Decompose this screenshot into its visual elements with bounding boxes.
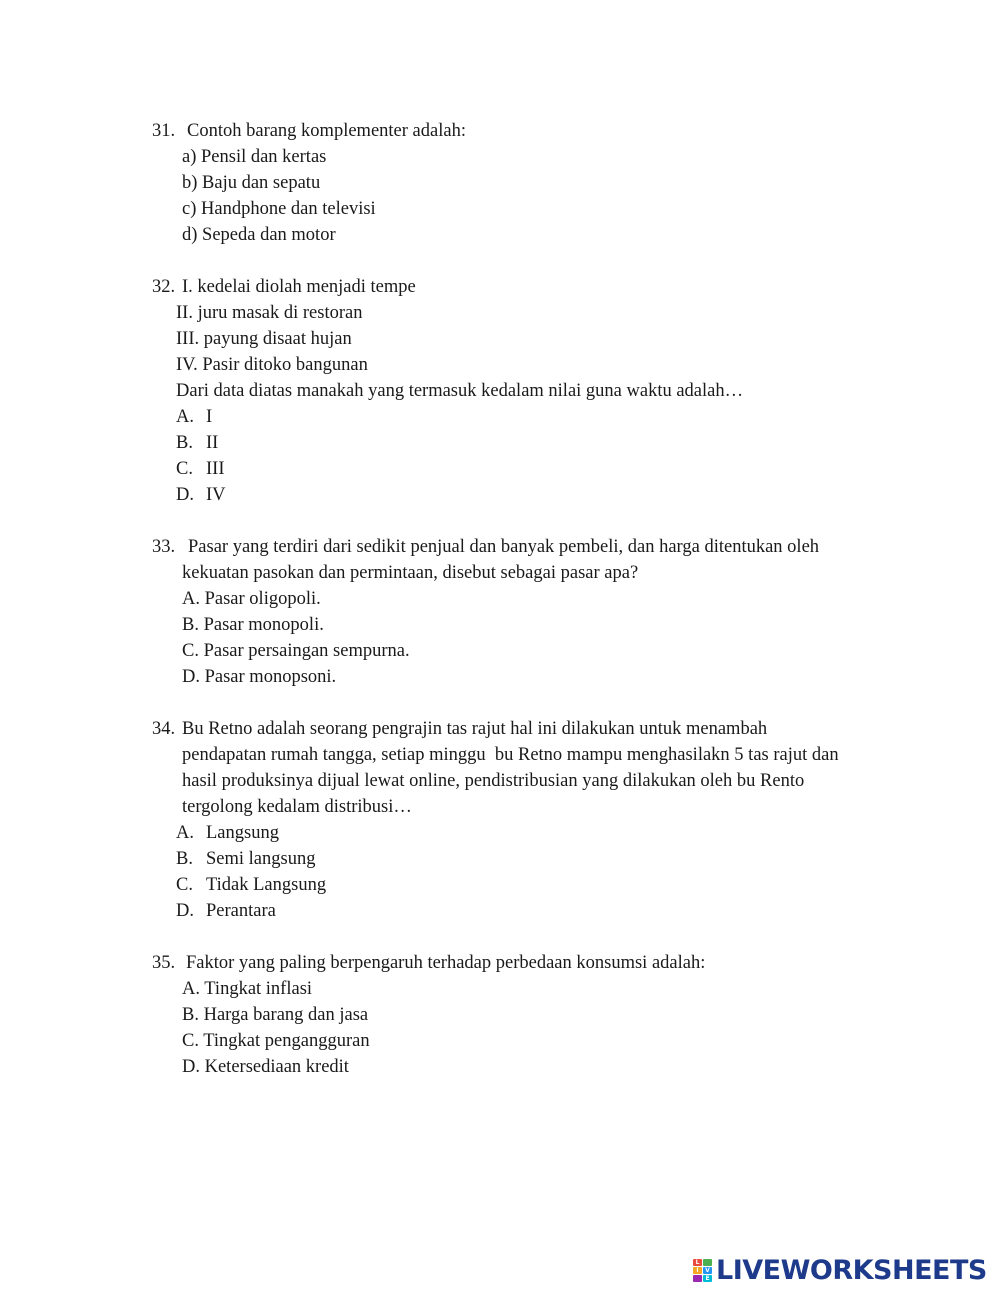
question-31-number: 31. (152, 121, 176, 141)
logo-badge-block (693, 1275, 702, 1282)
question-34-option-b[interactable]: Semi langsung (206, 849, 316, 869)
question-34-number: 34. (152, 719, 176, 739)
question-34-option-c-letter: C. (176, 875, 193, 895)
question-33-option-c[interactable]: C. Pasar persaingan sempurna. (182, 641, 410, 661)
question-31-option-b[interactable]: b) Baju dan sepatu (182, 173, 321, 193)
question-35-option-b[interactable]: B. Harga barang dan jasa (182, 1005, 369, 1025)
question-32-option-d[interactable]: IV (206, 485, 226, 505)
question-35-option-d[interactable]: D. Ketersediaan kredit (182, 1057, 349, 1077)
logo-badge-letter: L (693, 1259, 702, 1266)
question-34-stem-line: hasil produksinya dijual lewat online, pendistribusian yang dilakukan oleh bu Rento (182, 771, 805, 791)
question-34-option-d-letter: D. (176, 901, 194, 921)
question-32-option-c[interactable]: III (206, 459, 225, 479)
logo-badge-letter: E (703, 1275, 712, 1282)
question-32-option-d-letter: D. (176, 485, 194, 505)
question-32-stem-line: I. kedelai diolah menjadi tempe (182, 277, 416, 297)
question-31-option-a[interactable]: a) Pensil dan kertas (182, 147, 327, 167)
question-32-stem-line: IV. Pasir ditoko bangunan (176, 355, 368, 375)
question-34-stem-line: pendapatan rumah tangga, setiap minggu bu Retno mampu menghasilakn 5 tas rajut dan (182, 745, 839, 765)
question-34-option-d[interactable]: Perantara (206, 901, 276, 921)
question-32-option-b-letter: B. (176, 433, 193, 453)
liveworksheets-logo (693, 1253, 987, 1287)
question-33-option-d[interactable]: D. Pasar monopsoni. (182, 667, 337, 687)
question-33-option-a[interactable]: A. Pasar oligopoli. (182, 589, 321, 609)
question-34-option-c[interactable]: Tidak Langsung (206, 875, 327, 895)
question-34-stem-line: Bu Retno adalah seorang pengrajin tas rajut hal ini dilakukan untuk menambah (182, 719, 768, 739)
question-32-stem-line: II. juru masak di restoran (176, 303, 363, 323)
question-35-option-a[interactable]: A. Tingkat inflasi (182, 979, 313, 999)
question-34-option-a[interactable]: Langsung (206, 823, 279, 843)
question-34-option-a-letter: A. (176, 823, 194, 843)
logo-badge-letter: V (703, 1267, 712, 1274)
question-32-option-b[interactable]: II (206, 433, 219, 453)
question-33-number: 33. (152, 537, 176, 557)
question-34-option-b-letter: B. (176, 849, 193, 869)
question-35-option-c[interactable]: C. Tingkat pengangguran (182, 1031, 370, 1051)
question-32-stem-line: Dari data diatas manakah yang termasuk kedalam nilai guna waktu adalah… (176, 381, 744, 401)
question-31-stem: Contoh barang komplementer adalah: (187, 121, 466, 141)
logo-text: LIVEWORKSHEETS (716, 1254, 987, 1286)
question-32-option-a-letter: A. (176, 407, 194, 427)
question-31-option-c[interactable]: c) Handphone dan televisi (182, 199, 376, 219)
question-33-stem-line: Pasar yang terdiri dari sedikit penjual dan banyak pembeli, dan harga ditentukan oleh (188, 537, 820, 557)
question-34-stem-line: tergolong kedalam distribusi… (182, 797, 412, 817)
question-31-option-d[interactable]: d) Sepeda dan motor (182, 225, 336, 245)
question-33-stem-line: kekuatan pasokan dan permintaan, disebut sebagai pasar apa? (182, 563, 639, 583)
question-35-number: 35. (152, 953, 176, 973)
question-35-stem: Faktor yang paling berpengaruh terhadap perbedaan konsumsi adalah: (186, 953, 706, 973)
logo-badge-letter: I (693, 1267, 702, 1274)
question-32-stem-line: III. payung disaat hujan (176, 329, 352, 349)
question-32-option-c-letter: C. (176, 459, 193, 479)
question-32-number: 32. (152, 277, 176, 297)
question-32-option-a[interactable]: I (206, 407, 213, 427)
question-33-option-b[interactable]: B. Pasar monopoli. (182, 615, 324, 635)
logo-badge-block (703, 1259, 712, 1266)
logo-badge-icon (693, 1259, 712, 1282)
